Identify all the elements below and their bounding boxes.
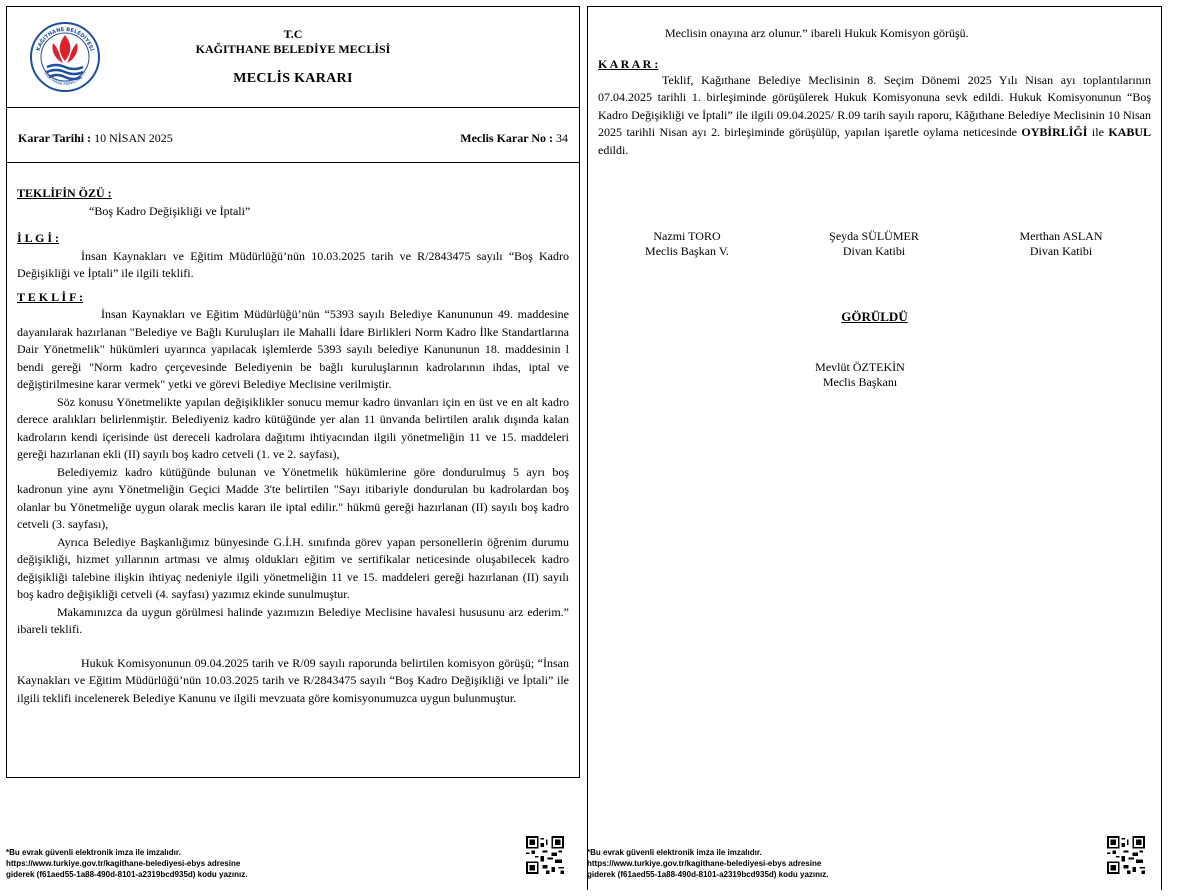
logo-text-bottom: KAĞITHANE MUNICIPALITY (42, 69, 88, 87)
teklif-paragraph-4: Ayrıca Belediye Başkanlığımız bünyesinde G.İ.H. sınıfında görev yapan personellerin öğrenim durumu değişikliği, hizmet yıllarının artması ve almış oldukları eğitim ve sertifikalar neticesinde oluşabilecek kadro değişikliği talebine ilişkin ihtiyaç nedeniyle ilgili yönetmeliğin 11 ve 15. maddeleri gereği hazırlanan (II) sayılı boş kadro değişikliği cetveli (4. sayfası) yazımız ekinde sunulmuştur. (17, 534, 569, 601)
header-tc: T.C (283, 27, 303, 41)
chair-title: Meclis Başkanı (822, 375, 898, 389)
goruldu-heading: GÖRÜLDÜ (841, 309, 908, 324)
footer-line-2: https://www.turkiye.gov.tr/kagithane-belediyesi-ebys adresine (6, 859, 241, 868)
karar-label: K A R A R : (598, 56, 659, 71)
footer-line-1: *Bu evrak güvenli elektronik imza ile imzalıdır. (587, 848, 762, 857)
left-page (6, 6, 580, 778)
teklif-paragraph-2: Söz konusu Yönetmelikte yapılan değişiklikler sonucu memur kadro ünvanları için en üst ve en alt kadro derece aralıkları belirlenmiştir. Belediyeniz kadro kütüğünde yer alan 11 ünvanda belirtilen aralık dışında kalan kadroların kendi içerisinde üst dereceli kadrolara dağıtımı ihtiyacından ilgili yönetmeliğin 11 ve 15. maddeleri gereği hazırlanan ekli (II) sayılı boş kadro cetveli (1. ve 2. sayfası), (17, 394, 569, 461)
teklif-paragraph-3: Belediyemiz kadro kütüğünde bulunan ve Yönetmelik hükümlerine göre dondurulmuş 5 ayrı boş kadronun yine aynı Yönetmeliğin Geçici Madde 3'te belirtilen "Sayı itibariyle dondurulan bu kadrolardan boş olanlar bu Yönetmeliğe uygun olarak meclis kararı ile iptal edilir." hükmü gereği hazırlanan (II) sayılı boş kadro cetveli (3. sayfası), (17, 464, 569, 531)
qr-code-icon (526, 836, 564, 874)
decision-meta (7, 107, 579, 163)
signatory-name: Nazmi TORO (653, 229, 721, 243)
right-body (598, 25, 1151, 159)
footer-line-3: giderek (f61aed55-1a88-490d-8101-a2319bcd935d) kodu yazınız. (6, 870, 248, 879)
komisyon-paragraph: Hukuk Komisyonunun 09.04.2025 tarih ve R/09 sayılı raporunda belirtilen komisyon görüşü; “İnsan Kaynakları ve Eğitim Müdürlüğü’nün 10.03.2025 tarih ve R/2843475 sayılı “Boş Kadro Değişikliği ve İptali” ile ilgili teklifi incelenerek Belediye Kanunu ve ilgili mevzuata göre komisyonumuzca uygun bulunmuştur. (17, 655, 569, 705)
karar-kabul: KABUL (1108, 125, 1152, 139)
header-org: KAĞITHANE BELEDİYE MECLİSİ (195, 42, 391, 56)
signatory-2 (784, 229, 964, 259)
number-label: Meclis Karar No : (460, 131, 553, 145)
continuation-line: Meclisin onayına arz olunur.” ibareli Hukuk Komisyon görüşü. (665, 26, 969, 40)
signatory-name: Merthan ASLAN (1019, 229, 1103, 243)
document-kind: MECLİS KARARI (233, 71, 353, 86)
karar-end: edildi. (598, 142, 629, 157)
footer-line-1: *Bu evrak güvenli elektronik imza ile imzalıdır. (6, 848, 181, 857)
left-footer-note (6, 847, 247, 880)
teklif-ozu-text: “Boş Kadro Değişikliği ve İptali” (89, 203, 251, 218)
decision-number (460, 131, 568, 146)
signatory-1 (597, 229, 777, 259)
logo-text-top: KAĞITHANE BELEDİYESİ (35, 26, 95, 52)
number-value: 34 (556, 131, 568, 145)
karar-text: Teklif, Kağıthane Belediye Meclisinin 8. Seçim Dönemi 2025 Yılı Nisan ayı toplantılarının 07.04.2025 tarihli 1. birleşiminde görüşülerek Hukuk Komisyonuna sevk edildi. Hukuk Komisyonunun “Boş Kadro Değişikliği ve İptali” ile ilgili 09.04.2025/ R.09 tarih sayılı raporu, Kâğıthane Belediye Meclisinin 10 Nisan 2025 tarihli Nisan ayı 2. birleşiminde görüşülüp, yapılan işaretle oylama neticesinde (598, 72, 1151, 139)
ilgi-label: İ L G İ : (17, 231, 60, 245)
karar-paragraph (598, 72, 1151, 160)
teklif-label: T E K L İ F : (17, 289, 84, 304)
date-label: Karar Tarihi : (18, 131, 92, 145)
right-page (587, 6, 1162, 890)
teklif-paragraph-5: Makamınızca da uygun görülmesi halinde yazımızın Belediye Meclisine havalesi hususunu arz ederim.” ibareli teklifi. (17, 604, 569, 636)
date-value: 10 NİSAN 2025 (94, 131, 173, 145)
chair-signatory (770, 360, 950, 390)
right-footer-note (587, 847, 828, 880)
signatory-name: Şeyda SÜLÜMER (829, 229, 919, 243)
karar-ile: ile (1091, 125, 1104, 139)
signatory-title: Meclis Başkan V. (645, 244, 729, 258)
body-content (17, 181, 569, 707)
teklif-paragraph-1: İnsan Kaynakları ve Eğitim Müdürlüğü’nün “5393 sayılı Belediye Kanununun 49. maddesine dayanılarak hazırlanan "Belediye ve Bağlı Kuruluşları ile Mahalli İdare Birlikleri Norm Kadro İlke Standartlarına Dair Yönetmelik" hükümleri uyarınca yapılacak işlemlerde 5393 sayılı belediye Kanununun 18. maddesinin l bendi gereği "Norm kadro çerçevesinde Belediyenin be bağlı kuruluşlarının kadrolarının ihdas, iptal ve değiştirilmesine karar vermek" yetki ve görevi Belediye Meclisine verilmiştir. (17, 307, 569, 391)
footer-line-2: https://www.turkiye.gov.tr/kagithane-belediyesi-ebys adresine (587, 859, 822, 868)
chair-name: Mevlüt ÖZTEKİN (815, 360, 905, 374)
header (7, 7, 579, 108)
karar-oybirligi: OYBİRLİĞİ (1021, 125, 1088, 139)
ilgi-text: İnsan Kaynakları ve Eğitim Müdürlüğü’nün 10.03.2025 tarih ve R/2843475 sayılı “Boş Kadro Değişikliği ve İptali” ile ilgili teklifi. (17, 248, 569, 280)
decision-date (18, 131, 173, 146)
signatory-3 (971, 229, 1151, 259)
qr-code-icon (1107, 836, 1145, 874)
signatory-title: Divan Katibi (842, 244, 906, 258)
footer-line-3: giderek (f61aed55-1a88-490d-8101-a2319bcd935d) kodu yazınız. (587, 870, 829, 879)
signatory-title: Divan Katibi (1029, 244, 1093, 258)
teklif-ozu-label: TEKLİFİN ÖZÜ : (17, 186, 112, 200)
